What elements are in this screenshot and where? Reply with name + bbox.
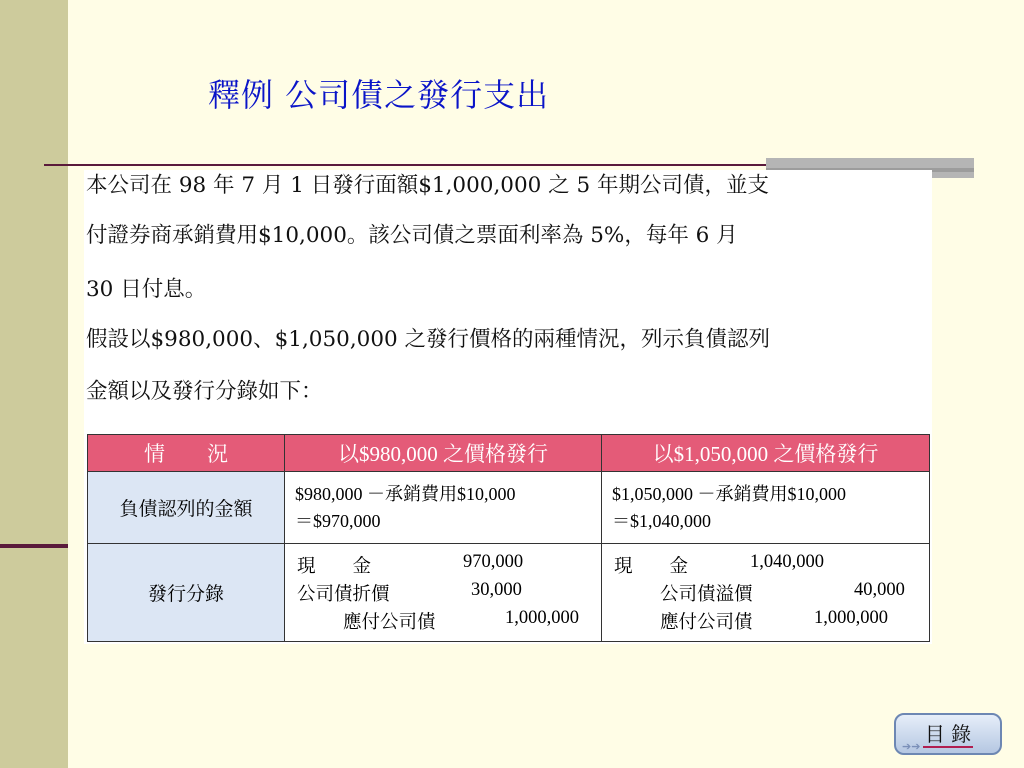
liability-1050000-line-1: $1,050,000 －承銷費用$10,000 bbox=[612, 483, 846, 504]
row-label-journal: 發行分錄 bbox=[88, 544, 285, 642]
discount-amount: 30,000 bbox=[471, 579, 522, 600]
cash-label: 現 金 bbox=[297, 556, 372, 577]
paragraph-line-4: 假設以$980,000、$1,050,000 之發行價格的兩種情況，列示負債認列 bbox=[86, 327, 771, 352]
payable-amount: 1,000,000 bbox=[814, 607, 888, 628]
payable-label: 應付公司債 bbox=[343, 612, 436, 633]
header-issue-980000: 以$980,000 之價格發行 bbox=[285, 435, 602, 472]
liability-980000-line-2: ＝$970,000 bbox=[295, 510, 381, 531]
liability-1050000-cell bbox=[602, 472, 930, 544]
paragraph-line-2: 付證券商承銷費用$10,000。該公司債之票面利率為 5%，每年 6 月 bbox=[86, 223, 738, 248]
table-header-row bbox=[88, 435, 930, 472]
row-label-liability: 負債認列的金額 bbox=[88, 472, 285, 544]
paragraph-line-1: 本公司在 98 年 7 月 1 日發行面額$1,000,000 之 5 年期公司債，並支 bbox=[86, 173, 770, 198]
discount-label: 公司債折價 bbox=[297, 584, 390, 605]
premium-label: 公司債溢價 bbox=[660, 584, 753, 605]
toc-label: 目 錄 bbox=[924, 722, 972, 746]
cash-label: 現 金 bbox=[614, 556, 689, 577]
paragraph-line-3: 30 日付息。 bbox=[86, 277, 207, 302]
journal-980000-cell bbox=[285, 544, 602, 642]
liability-1050000-line-2: ＝$1,040,000 bbox=[612, 510, 711, 531]
payable-amount: 1,000,000 bbox=[505, 607, 579, 628]
sidebar-divider bbox=[0, 544, 68, 548]
cash-amount: 1,040,000 bbox=[750, 551, 824, 572]
journal-1050000-cell bbox=[602, 544, 930, 642]
header-issue-1050000: 以$1,050,000 之價格發行 bbox=[602, 435, 930, 472]
cash-amount: 970,000 bbox=[463, 551, 524, 572]
premium-amount: 40,000 bbox=[854, 579, 905, 600]
slide-title: 釋例 公司債之發行支出 bbox=[208, 76, 550, 114]
liability-980000-line-1: $980,000 －承銷費用$10,000 bbox=[295, 483, 516, 504]
left-sidebar-band bbox=[0, 0, 68, 768]
table-row bbox=[88, 472, 930, 544]
liability-980000-cell bbox=[285, 472, 602, 544]
paragraph-line-5: 金額以及發行分錄如下： bbox=[86, 379, 323, 404]
payable-label: 應付公司債 bbox=[660, 612, 753, 633]
arrow-icon: ➔➔ bbox=[902, 740, 921, 753]
header-situation: 情 況 bbox=[88, 435, 285, 472]
table-row bbox=[88, 544, 930, 642]
issuance-table bbox=[87, 434, 930, 642]
